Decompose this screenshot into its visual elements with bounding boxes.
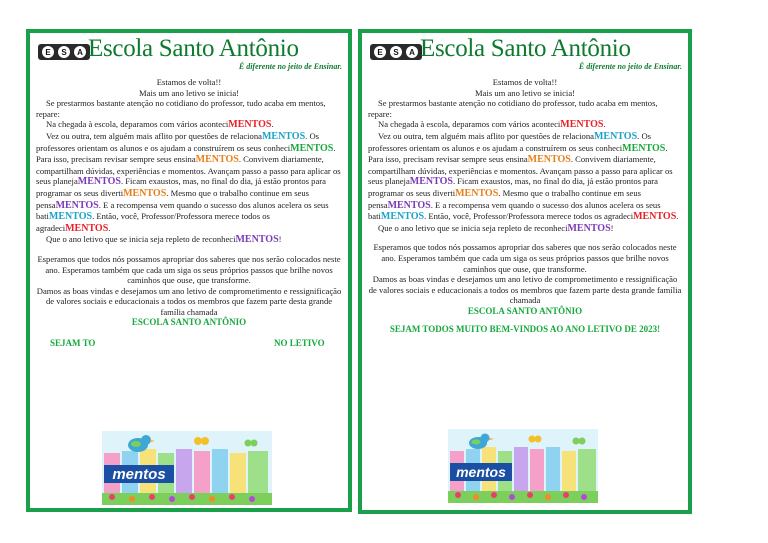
mentos-logo-text: mentos: [112, 466, 166, 483]
message-body: [362, 77, 688, 335]
greeting-2: Mais um ano letivo se inicia!: [475, 87, 575, 98]
paragraph-3: Damos as boas vindas e desejamos um ano letivo de comprometimento e ressignificação de valores sociais e educacionais a todos os membros que fazem parte desta grande família chamada: [36, 285, 342, 317]
svg-text:S: S: [393, 48, 399, 57]
greeting-2: Mais um ano letivo se inicia!: [139, 87, 239, 98]
paragraph-3: Damos as boas vindas e desejamos um ano letivo de comprometimento e ressignificação de valores sociais e educacionais a todos os membros que fazem parte desta grande família chamada: [368, 274, 682, 306]
school-slogan: É diferente no jeito de Ensinar.: [238, 62, 342, 71]
grass-icon: [102, 493, 272, 505]
svg-text:A: A: [77, 48, 83, 57]
sentence-1: Na chegada à escola, deparamos com vários aconteciMENTOS.: [378, 119, 606, 131]
svg-text:E: E: [45, 48, 51, 57]
school-name: Escola Santo Antônio: [88, 35, 299, 62]
flyer-left: [26, 29, 352, 512]
school-name: Escola Santo Antônio: [420, 35, 631, 62]
sentence-1: Na chegada à escola, deparamos com vários aconteciMENTOS.: [46, 119, 274, 131]
closing-left-part-a: SEJAM TO: [50, 338, 96, 349]
flyer-header: [30, 33, 348, 77]
school-logo-icon: [38, 43, 90, 61]
grass-icon: [448, 491, 598, 503]
closing-line: [36, 338, 342, 350]
mentos-illustration: [448, 429, 598, 503]
intro-paragraph: Se prestarmos bastante atenção no cotidiano do professor, tudo acaba em mentos, repare:: [36, 98, 326, 119]
greeting-1: Estamos de volta!!: [492, 77, 558, 87]
mentos-logo-text: mentos: [456, 464, 506, 480]
sentence-3: Que o ano letivo que se inicia seja repleto de reconheciMENTOS!: [378, 222, 614, 234]
sentence-2: Vez ou outra, tem alguém mais aflito por questões de relacionaMENTOS. Os professores orientam os alunos e os ajudam a construírem os seus conheciMENTOS. Para isso, precisam revisar sempre seus ensinaMENTOS. Convivem diariamente, compartilham dúvidas, experiências e momentos. Avançam passo a passo para aplicar os seus planejaMENTOS. Ficam exaustos, mas, no final do dia, já estão prontos para programar os seus divertiMENTOS. Mesmo que o trabalho continue em seus pensaMENTOS. E a recompensa vem quando o sucesso dos alunos acelera os seus batiMENTOS. Então, você, Professor/Professora merece todos os agradeciMENTOS.: [368, 130, 679, 223]
school-signature: ESCOLA SANTO ANTÔNIO: [467, 305, 583, 316]
school-signature: ESCOLA SANTO ANTÔNIO: [131, 317, 247, 328]
svg-text:S: S: [61, 48, 67, 57]
school-logo-icon: [370, 43, 422, 61]
flyer-right: [358, 29, 692, 514]
closing-message: SEJAM TODOS MUITO BEM-VINDOS AO ANO LETIVO DE 2023!: [389, 324, 661, 335]
closing-left-part-b: NO LETIVO: [274, 338, 325, 349]
paragraph-2: Esperamos que todos nós possamos apropriar dos saberes que nos serão colocados neste ano. Esperamos também que cada um siga os seus próprios passos que brilhe novos caminhos que ouse, que transforme.: [37, 253, 341, 286]
intro-paragraph: Se prestarmos bastante atenção no cotidiano do professor, tudo acaba em mentos, repare:: [368, 98, 658, 119]
svg-text:E: E: [377, 48, 383, 57]
school-slogan: É diferente no jeito de Ensinar.: [578, 62, 682, 71]
paragraph-2: Esperamos que todos nós possamos apropriar dos saberes que nos serão colocados neste ano. Esperamos também que cada um siga os seus próprios passos que brilhe novos caminhos que ouse, que transforme.: [373, 242, 677, 274]
message-body: [30, 77, 348, 350]
flyer-header: [362, 33, 688, 77]
svg-text:A: A: [409, 48, 415, 57]
mentos-illustration: [102, 431, 272, 505]
sentence-3: Que o ano letivo que se inicia seja repleto de reconheciMENTOS!: [46, 234, 282, 246]
sentence-2: Vez ou outra, tem alguém mais aflito por questões de relacionaMENTOS. Os professores orientam os alunos e os ajudam a construírem os seus conheciMENTOS. Para isso, precisam revisar sempre seus ensinaMENTOS. Convivem diariamente, compartilham dúvidas, experiências e momentos. Avançam passo a passo para aplicar os seus planejaMENTOS. Ficam exaustos, mas, no final do dia, já estão prontos para programar os seus divertiMENTOS. Mesmo que o trabalho continue em seus pensaMENTOS. E a recompensa vem quando o sucesso dos alunos acelera os seus batiMENTOS. Então, você, Professor/Professora merece todos os agradeciMENTOS.: [36, 130, 341, 234]
greeting-1: Estamos de volta!!: [156, 77, 222, 87]
